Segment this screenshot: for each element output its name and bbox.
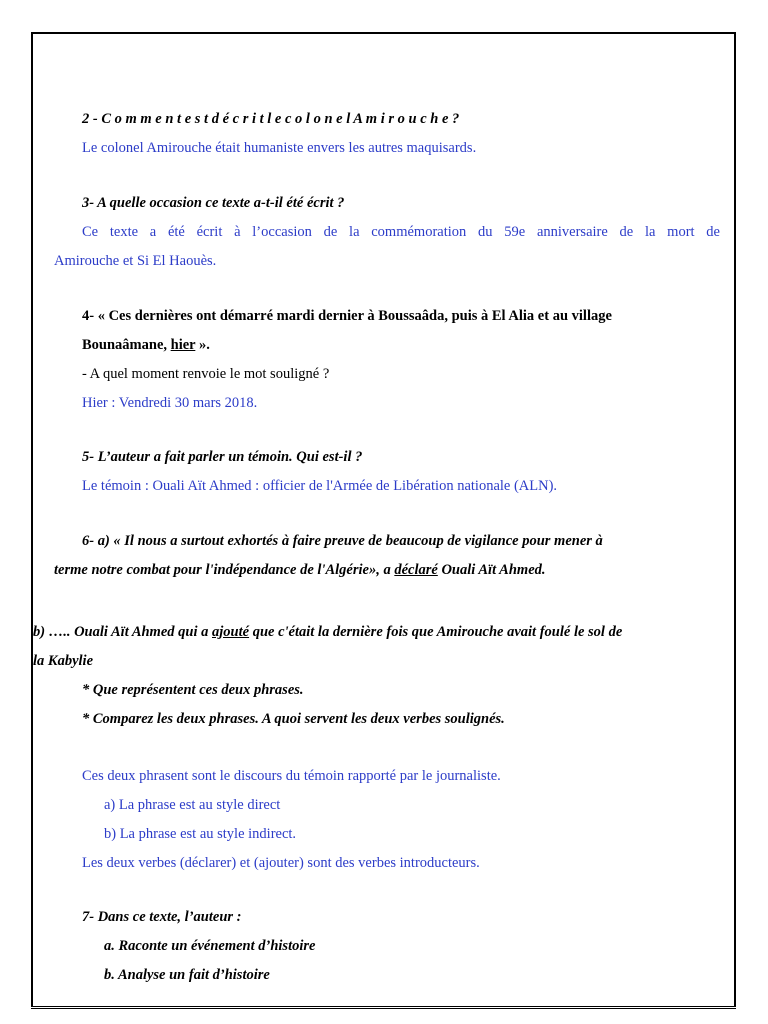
answer-6-conclusion: Les deux verbes (déclarer) et (ajouter) sont des verbes introducteurs. xyxy=(82,855,480,871)
q6a-text-before: terme notre combat pour l'indépendance de l'Algérie», a xyxy=(54,562,395,578)
question-4-quote-line-1: 4- « Ces dernières ont démarré mardi dernier à Boussaâda, puis à El Alia et au village xyxy=(82,308,612,324)
question-7-option-a: a. Raconte un événement d’histoire xyxy=(104,938,316,954)
answer-3-line-1: Ce texte a été écrit à l’occasion de la commémoration du 59e anniversaire de la mort de xyxy=(82,224,720,240)
underlined-word-hier: hier xyxy=(170,337,196,353)
quote-text-after: ». xyxy=(195,337,210,353)
question-6-bullet-1: * Que représentent ces deux phrases. xyxy=(82,682,304,698)
question-4-sub-question: - A quel moment renvoie le mot souligné ? xyxy=(82,366,330,382)
quote-text-before: Bounaâmane, xyxy=(82,337,171,353)
q6b-text-after: que c'était la dernière fois que Amirouche avait foulé le sol de xyxy=(249,624,623,640)
question-7: 7- Dans ce texte, l’auteur : xyxy=(82,909,242,925)
answer-4: Hier : Vendredi 30 mars 2018. xyxy=(82,395,258,411)
question-3: 3- A quelle occasion ce texte a-t-il été écrit ? xyxy=(82,195,345,211)
answer-2: Le colonel Amirouche était humaniste envers les autres maquisards. xyxy=(82,140,477,156)
underlined-word-declare: déclaré xyxy=(394,562,438,578)
question-4-quote-line-2 xyxy=(82,336,210,354)
question-6b-line-1 xyxy=(33,623,622,641)
q6a-text-after: Ouali Aït Ahmed. xyxy=(437,562,546,578)
answer-6-item-b: b) La phrase est au style indirect. xyxy=(104,826,297,842)
question-5: 5- L’auteur a fait parler un témoin. Qui est-il ? xyxy=(82,449,363,465)
question-6a-line-2 xyxy=(54,561,546,579)
answer-6-item-a: a) La phrase est au style direct xyxy=(104,797,281,813)
q6b-text-before: b) ….. Ouali Aït Ahmed qui a xyxy=(33,624,212,640)
question-7-option-b: b. Analyse un fait d’histoire xyxy=(104,967,270,983)
page-bottom-border xyxy=(31,1006,736,1009)
answer-3-line-2: Amirouche et Si El Haouès. xyxy=(54,253,217,269)
underlined-word-ajoute: ajouté xyxy=(212,624,250,640)
question-6b-line-2: la Kabylie xyxy=(33,653,94,669)
question-2: 2 - C o m m e n t e s t d é c r i t l e c o l o n e l A m i r o u c h e ? xyxy=(82,111,460,127)
question-6a-line-1: 6- a) « Il nous a surtout exhortés à faire preuve de beaucoup de vigilance pour mener à xyxy=(82,533,603,549)
answer-5: Le témoin : Ouali Aït Ahmed : officier de l'Armée de Libération nationale (ALN). xyxy=(82,478,558,494)
question-6-bullet-2: * Comparez les deux phrases. A quoi servent les deux verbes soulignés. xyxy=(82,711,505,727)
answer-6-intro: Ces deux phrasent sont le discours du témoin rapporté par le journaliste. xyxy=(82,768,501,784)
